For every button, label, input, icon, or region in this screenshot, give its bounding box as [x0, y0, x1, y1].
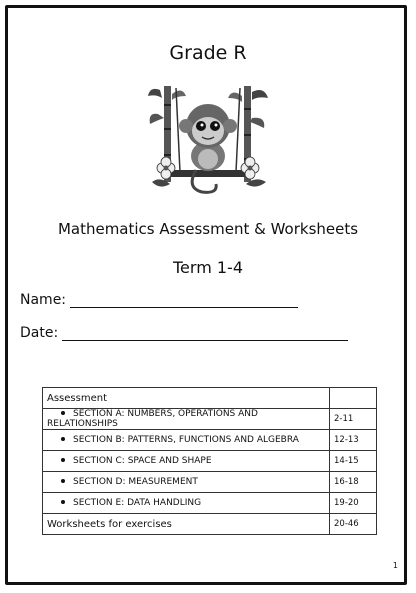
toc-header-row	[43, 388, 377, 409]
bullet-icon	[61, 437, 65, 441]
date-blank-line[interactable]	[62, 326, 348, 341]
toc-header-pages	[330, 388, 377, 409]
page-number: 1	[392, 561, 398, 570]
toc-row	[43, 409, 377, 430]
bullet-icon	[61, 500, 65, 504]
bullet-icon	[61, 458, 65, 462]
name-blank-line[interactable]	[70, 293, 298, 308]
toc-section-label: SECTION B: PATTERNS, FUNCTIONS AND ALGEBRA	[73, 435, 299, 445]
document-subtitle: Mathematics Assessment & Worksheets	[57, 220, 359, 238]
toc-pages: 14-15	[330, 451, 377, 472]
toc-pages: 16-18	[330, 472, 377, 493]
toc-pages: 2-11	[330, 409, 377, 430]
toc-section-label: SECTION E: DATA HANDLING	[73, 498, 202, 508]
toc-row	[43, 451, 377, 472]
date-label: Date:	[20, 325, 59, 341]
contents-table	[42, 387, 377, 535]
toc-worksheets-row	[43, 514, 377, 535]
grade-title: Grade R	[169, 42, 247, 64]
toc-section-label: SECTION C: SPACE AND SHAPE	[73, 456, 212, 466]
toc-row	[43, 430, 377, 451]
toc-section-cell	[43, 493, 330, 514]
toc-section-label: SECTION A: NUMBERS, OPERATIONS AND RELATIONSHIPS	[47, 409, 258, 429]
toc-row	[43, 493, 377, 514]
bullet-icon	[61, 479, 65, 483]
toc-section-cell	[43, 472, 330, 493]
term-label: Term 1-4	[173, 258, 243, 277]
worksheets-pages: 20-46	[330, 514, 377, 535]
assessment-heading: Assessment	[43, 388, 330, 409]
name-field	[20, 292, 298, 308]
toc-pages: 12-13	[330, 430, 377, 451]
monkey-illustration	[146, 84, 270, 200]
name-label: Name:	[20, 292, 67, 308]
worksheets-label: Worksheets for exercises	[43, 514, 330, 535]
date-field	[20, 325, 348, 341]
toc-section-cell	[43, 451, 330, 472]
toc-section-label: SECTION D: MEASUREMENT	[73, 477, 198, 487]
toc-section-cell	[43, 430, 330, 451]
toc-section-cell	[43, 409, 330, 430]
toc-pages: 19-20	[330, 493, 377, 514]
bullet-icon	[61, 411, 65, 415]
toc-row	[43, 472, 377, 493]
